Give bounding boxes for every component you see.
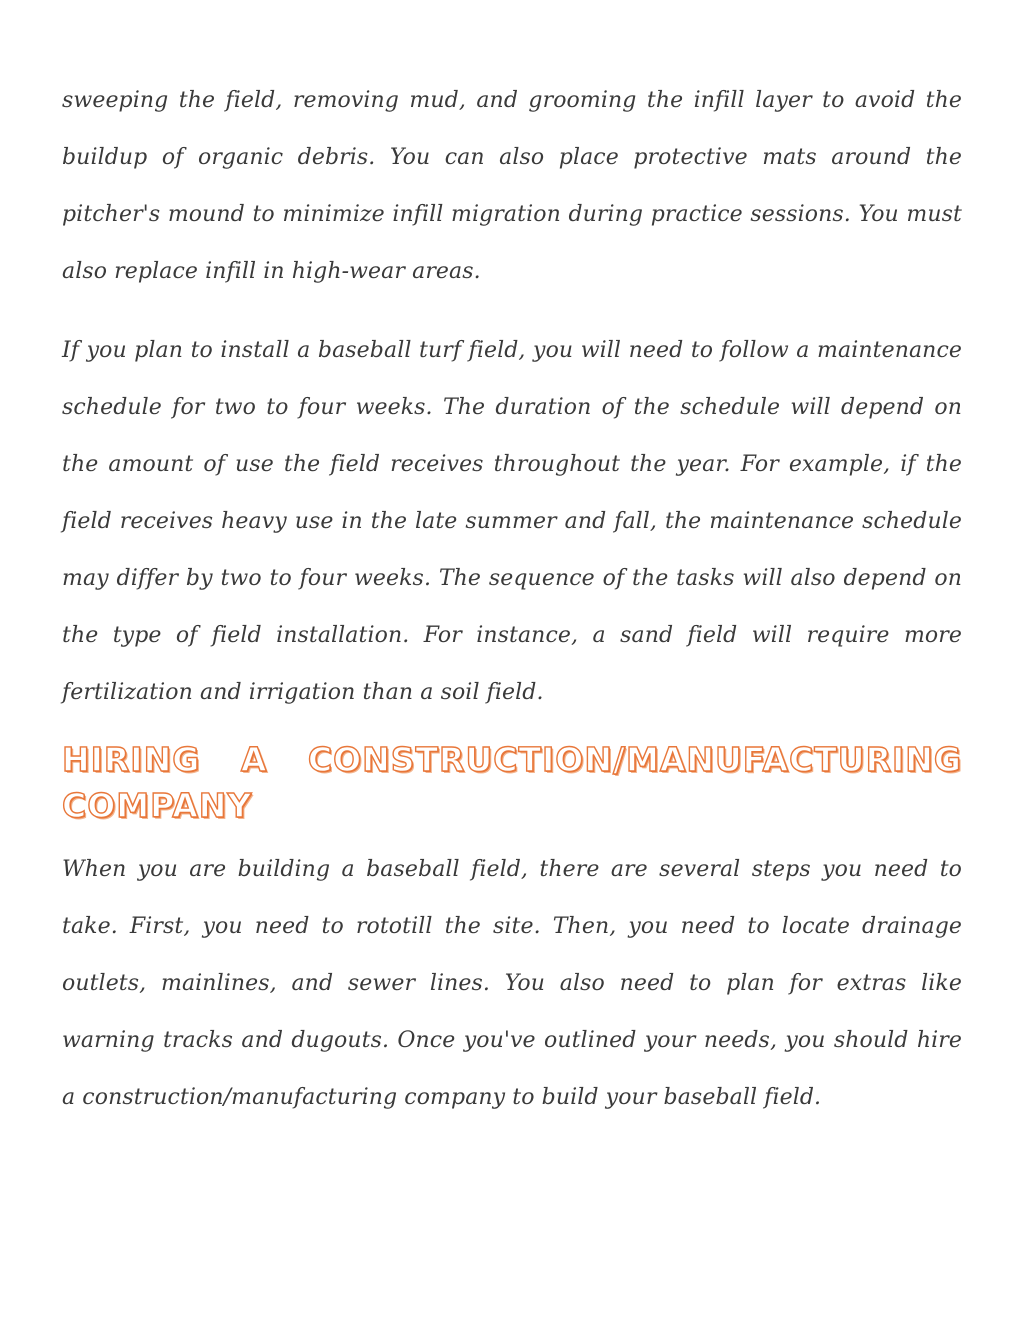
paragraph-building-steps: When you are building a baseball field, there are several steps you need to take. First, you need to rototill the site. Then, you need to locate drainage outlets, mainlines, and sewer lines. You also need to plan for extras like warning tracks and dugouts. Once you've outlined your needs, you should hire a construction/manufacturing company to build your baseball field. bbox=[62, 857, 962, 1110]
paragraph-infill-maintenance: sweeping the field, removing mud, and grooming the infill layer to avoid the buildup of organic debris. You can also place protective mats around the pitcher's mound to minimize infill migration during practice sessions. You must also replace infill in high-wear areas. bbox=[62, 88, 962, 284]
section-heading-hiring: HIRING A CONSTRUCTION/MANUFACTURING COMPANY bbox=[62, 740, 962, 825]
paragraph-maintenance-schedule: If you plan to install a baseball turf field, you will need to follow a maintenance schedule for two to four weeks. The duration of the schedule will depend on the amount of use the field receives throughout the year. For example, if the field receives heavy use in the late summer and fall, the maintenance schedule may differ by two to four weeks. The sequence of the tasks will also depend on the type of field installation. For instance, a sand field will require more fertilization and irrigation than a soil field. bbox=[62, 338, 962, 705]
